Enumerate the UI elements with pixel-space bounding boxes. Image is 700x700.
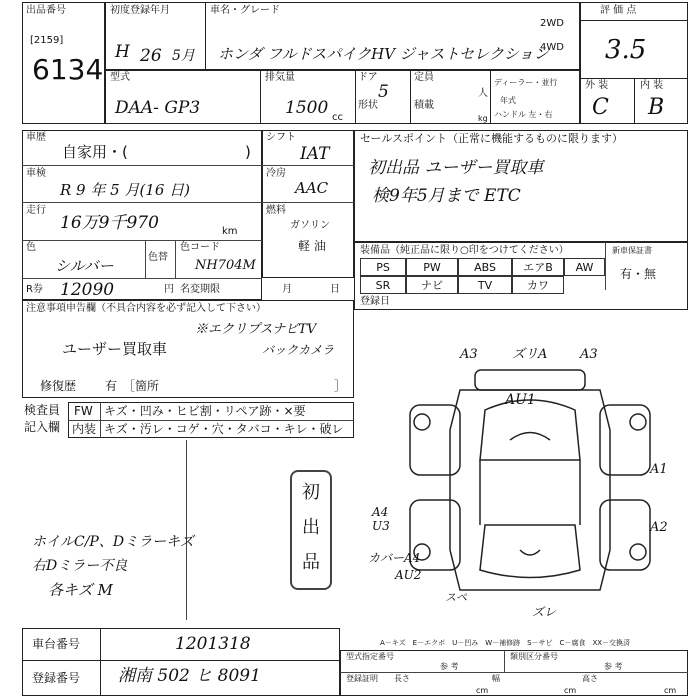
drive-4wd: 4WD (540, 42, 564, 53)
equip-tv: TV (458, 276, 512, 294)
rating-label: 評 価 点 (600, 5, 637, 16)
kg-unit: kg (478, 114, 488, 123)
warranty-label: 新車保証書 (612, 246, 652, 255)
inspector-label1: 検査員 (24, 403, 61, 417)
inspection-cert-label: 登録証明 (346, 674, 378, 683)
year-label: 年式 (500, 96, 516, 105)
recycle-label: R券 (26, 284, 43, 295)
model-value: DAA- GP3 (115, 98, 201, 118)
equip-leather: カワ (512, 276, 564, 294)
cooler-label: 冷房 (266, 168, 286, 179)
ref1: 参 考 (440, 662, 459, 671)
car-name-label: 車名・グレード (210, 5, 280, 16)
lot-number-label: 出品番号 (26, 5, 66, 16)
remarks-line3: 各キズ M (48, 581, 113, 599)
ref2: 参 考 (604, 662, 623, 671)
recycle-unit: 円 (164, 284, 174, 295)
damage-left2: U3 (372, 519, 390, 533)
shift-label: シフト (266, 132, 296, 143)
equip-sr: SR (360, 276, 406, 294)
damage-right2: A2 (650, 520, 668, 535)
cooler-value: AAC (295, 179, 329, 197)
height-unit: cm (664, 686, 677, 695)
fuel-alt: 軽 油 (298, 239, 326, 253)
inspection-value: R 9 年 5 月(16 日) (60, 181, 191, 199)
exterior-label: 外 装 (585, 80, 609, 91)
plate-value: 湘南 502 ヒ 8091 (118, 666, 261, 686)
mileage-unit: km (222, 226, 238, 237)
lot-number: 6134 (32, 53, 104, 86)
history-label: 車歴 (26, 132, 46, 143)
damage-left1: A4 (372, 505, 389, 519)
width-label: 幅 (492, 674, 500, 683)
shape-label: 形状 (358, 100, 378, 111)
day-label: 日 (330, 284, 340, 295)
model-label: 型式 (110, 72, 130, 83)
inspector-row1: キズ・凹み・ヒビ割・リペア跡・×要 (104, 404, 306, 418)
history-value: 自家用・( (62, 143, 128, 161)
damage-legend: A－キズ E－エクボ U－凹み W－補修跡 S－サビ C－腐食 XX－交換済 (380, 639, 631, 647)
stamp-char-2: 出 (302, 517, 320, 538)
car-name: ホンダ フルドスパイクHV ジャストセレクション (218, 45, 549, 63)
color-swap-label: 色替 (148, 252, 168, 263)
person-unit: 人 (478, 88, 488, 99)
exterior-value: C (592, 95, 609, 120)
plate-label: 登録番号 (32, 671, 81, 685)
damage-left3: カバーA4 (368, 551, 421, 565)
first-reg-month: 5月 (172, 48, 195, 64)
type-no-label: 型式指定番号 (346, 652, 394, 661)
inspector-row2: キズ・汚レ・コゲ・穴・タバコ・キレ・破レ (104, 422, 344, 436)
name-change-label: 名変期限 (180, 284, 220, 295)
color-label: 色 (26, 242, 36, 253)
displacement-unit: cc (332, 112, 343, 123)
damage-hood: AU1 (505, 392, 536, 408)
equip-navi: ナビ (406, 276, 458, 294)
width-unit: cm (564, 686, 577, 695)
inspection-label: 車検 (26, 168, 46, 179)
warranty-value: 有・無 (620, 267, 657, 281)
inspector-label2: 記入欄 (24, 420, 61, 434)
equip-pw: PW (406, 258, 458, 276)
displacement-label: 排気量 (265, 72, 295, 83)
chassis-label: 車台番号 (32, 637, 81, 651)
sales-line1: 初出品 ユーザー買取車 (368, 158, 544, 178)
stamp-char-3: 品 (302, 552, 320, 573)
repair-value: 有 ［箇所 (105, 379, 160, 393)
equip-aw: AW (564, 258, 605, 276)
damage-a3-right: A3 (580, 347, 598, 362)
damage-bottom: ズレ (532, 605, 557, 619)
height-label: 高さ (582, 674, 598, 683)
class-no-label: 類別区分番号 (510, 652, 558, 661)
doors-label: ドア (358, 72, 378, 83)
fuel-label: 燃料 (266, 205, 286, 216)
notes-title: 注意事項申告欄（不具合内容を必ず記入して下さい） (26, 303, 266, 314)
displacement-value: 1500 (285, 98, 329, 118)
first-reg-label: 初度登録年月 (110, 5, 170, 16)
interior-value: B (648, 95, 665, 120)
repair-label: 修復歴 (40, 379, 77, 393)
color-value: シルバー (55, 257, 114, 275)
mileage-value: 16万9千970 (60, 213, 159, 233)
rating-value: 3.5 (605, 35, 647, 65)
notes-hand2: バックカメラ (262, 343, 335, 357)
lot-code: [2159] (30, 35, 64, 46)
drive-2wd: 2WD (540, 18, 564, 29)
remarks-line2: 右Dミラー不良 (32, 558, 128, 574)
length-label: 長さ (394, 674, 410, 683)
mileage-label: 走行 (26, 205, 46, 216)
first-reg-era: H (115, 42, 130, 62)
equip-abs: ABS (458, 258, 512, 276)
dealer-label: ディーラー・並行 (494, 78, 558, 87)
color-code-label: 色コード (180, 242, 220, 253)
load-label: 積載 (414, 100, 434, 111)
interior-label: 内 装 (640, 80, 664, 91)
inspector-interior: 内装 (72, 422, 97, 436)
equip-ps: PS (360, 258, 406, 276)
history-close: ) (245, 143, 251, 161)
handle-label: ハンドル 左・右 (494, 110, 553, 119)
equipment-title: 装備品（純正品に限り○印をつけてください） (360, 245, 569, 256)
remarks-line1: ホイルC/P、Dミラーキズ (32, 534, 194, 550)
sales-title: セールスポイント（正常に機能するものに限ります） (360, 132, 624, 145)
length-unit: cm (476, 686, 489, 695)
damage-rear: スペ (445, 591, 467, 604)
month-label: 月 (282, 284, 292, 295)
recycle-value: 12090 (60, 280, 115, 300)
registered-label: 登録日 (360, 296, 390, 307)
repair-close: ］ (334, 379, 347, 393)
sales-line2: 検9年5月まで ETC (372, 186, 521, 206)
chassis-value: 1201318 (175, 634, 251, 654)
fuel-value: ガソリン (290, 220, 330, 231)
doors-value: 5 (378, 82, 389, 102)
notes-value: ユーザー買取車 (62, 340, 168, 358)
color-code-value: NH704M (195, 258, 256, 273)
damage-right1: A1 (650, 462, 668, 477)
equip-airbag: エアB (512, 258, 564, 276)
damage-a3-left: A3 (460, 347, 478, 362)
car-damage-diagram (380, 350, 680, 610)
inspector-fw: FW (74, 404, 93, 418)
capacity-label: 定員 (414, 72, 434, 83)
notes-hand1: ※エクリプスナビTV (195, 322, 317, 337)
damage-left4: AU2 (395, 568, 422, 582)
shift-value: IAT (300, 144, 330, 164)
first-reg-year: 26 (140, 46, 162, 66)
damage-front: ズリA (512, 347, 548, 362)
stamp-char-1: 初 (302, 482, 320, 503)
